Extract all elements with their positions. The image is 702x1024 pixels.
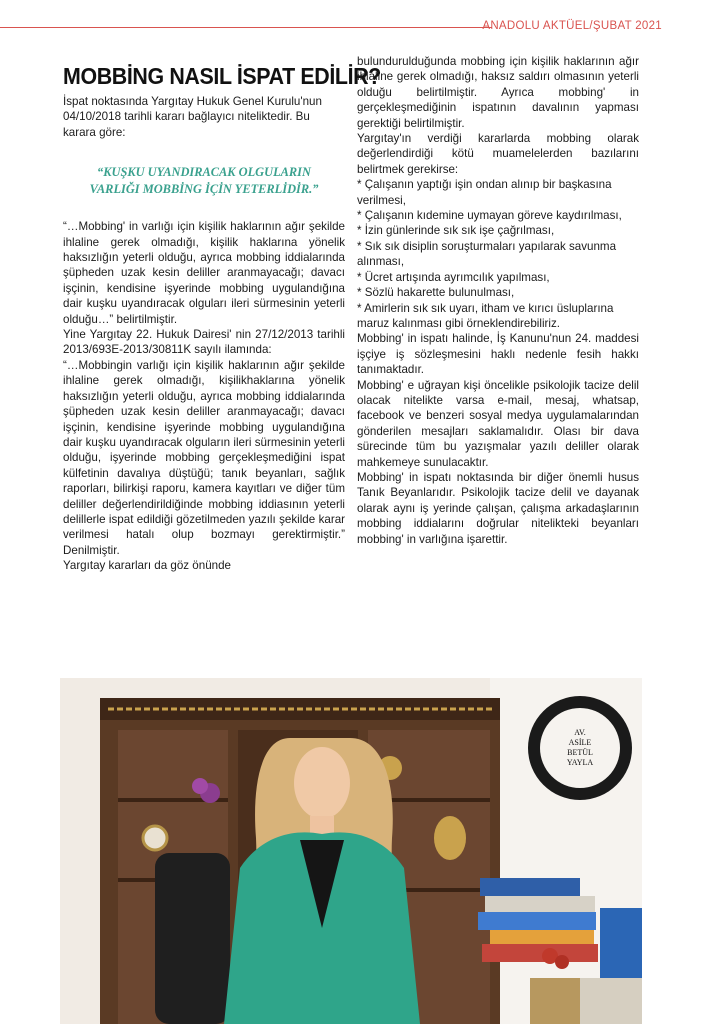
bullet-item: * Ücret artışında ayrımcılık yapılması, — [357, 270, 550, 284]
logo-text: BETÜL — [567, 748, 593, 757]
bullet-item: * Amirlerin sık sık uyarı, itham ve kırıcı üsluplarına maruz kalınması gibi örneklendirebiliriz. — [357, 301, 614, 330]
article-title: MOBBİNG NASIL İSPAT EDİLİR? — [63, 63, 381, 89]
right-paragraph-5: Mobbing' in ispatı noktasında bir diğer önemli husus Tanık Beyanlarıdır. Psikolojik tacize delil ve dayanak olarak aynı iş yerinde çalışan, çalışma arkadaşlarının mobbing iddialarını doğrular nitelikteki beyanları mobbing' in varlığına işarettir. — [357, 470, 639, 546]
logo-text: ASİLE — [568, 738, 592, 747]
magazine-header: ANADOLU AKTÜEL/ŞUBAT 2021 — [482, 20, 662, 32]
right-paragraph-2: Yargıtay'ın verdiği kararlarda mobbing olarak değerlendirdiği kötü muamelelerden bazılarını belirtmek gerekirse: — [357, 132, 639, 176]
bullet-item: * Sözlü hakarette bulunulması, — [357, 286, 515, 300]
pull-quote: “KUŞKU UYANDIRACAK OLGULARIN VARLIĞI MOBBİNG İÇİN YETERLİDİR.” — [89, 165, 319, 196]
bullet-item: * Çalışanın yaptığı işin ondan alınıp bir başkasına verilmesi, — [357, 178, 612, 207]
right-paragraph-3: Mobbing' in ispatı halinde, İş Kanunu'nun 24. maddesi işçiye iş sözleşmesini haklı nedenle fesih hakkı tanımaktadır. — [357, 332, 639, 377]
logo-text: AV. — [574, 728, 586, 737]
header-rule — [0, 27, 492, 28]
body-paragraph-1: “…Mobbing' in varlığı için kişilik haklarının ağır şekilde ihlaline gerek olmadığı, kişilik haklarına yönelik haksızlığın yeterli olduğu, ayrıca mobbing iddialarında şüpheden uzak kesin deliller aranmayacağı; davacı işçinin, kendisine işyerinde mobbing uygulandığına dair kuşku uyandıracak olguları ileri sürmesinin yeterli olduğu…” belirtilmiştir. — [63, 220, 345, 326]
logo-text: YAYLA — [566, 758, 594, 767]
bullet-item: * İzin günlerinde sık sık işe çağrılması, — [357, 224, 555, 238]
right-paragraph-1: bulundurulduğunda mobbing için kişilik haklarının ağır ihlaline gerek olmadığı, haksız saldırı olmasının yeterli olduğu belirtilmiştir. Ayrıca mobbing' in gerçekleşmediğinin ispatının davalının yapması gerektiği belirtilmiştir. — [357, 55, 639, 130]
intro-paragraph: İspat noktasında Yargıtay Hukuk Genel Kurulu'nun 04/10/2018 tarihli kararı bağlayıcı niteliktedir. Bu karara göre: — [63, 95, 322, 139]
left-column — [63, 62, 381, 574]
right-column — [357, 54, 639, 547]
office-photo — [60, 678, 642, 1024]
body-paragraph-4: Yargıtay kararları da göz önünde — [63, 559, 231, 573]
right-paragraph-4: Mobbing' e uğrayan kişi öncelikle psikolojik tacize delil olacak nitelikte varsa e-mail, mesaj, whatsap, facebook ve benzeri sosyal medya uygulamalarından gönderilen mesajları saklamalıdır. Olası bir dava sürecinde tüm bu yazışmalar yazılı deliller olarak mahkemeye sunulacaktır. — [357, 378, 639, 469]
bullet-item: * Çalışanın kıdemine uymayan göreve kaydırılması, — [357, 209, 622, 223]
body-paragraph-3: “…Mobbingin varlığı için kişilik haklarının ağır şekilde ihlaline gerek olmadığı, kişilikhaklarına yönelik haksızlığın yeterli olduğu, ayrıca mobbing iddialarında şüpheden uzak kesin deliller aranmayacağı; davacı işçinin, kendisine işyerinde mobbing uygulandığına dair kuşku uyandıracak olguların ileri sürmesinin yeterli olduğu, işyerinde mobbing gerçekleşmediğini ispat külfetinin davalıya düştüğü; tanık beyanları, sağlık raporları, bilirkişi raporu, kamera kayıtları ve diğer tüm deliller değerlendirildiğinde mobbing iddiasının yeterli delillerle ispat edildiği gözetilmeden yazılı şekilde karar verilmesi hatalı olup bozmayı gerektirmiştir.” Denilmiştir. — [63, 358, 345, 557]
bullet-item: * Sık sık disiplin soruşturmaları yapılarak savunma alınması, — [357, 239, 617, 269]
body-paragraph-2: Yine Yargıtay 22. Hukuk Dairesi' nin 27/12/2013 tarihli 2013/693E-2013/30811K sayılı ilamında: — [63, 328, 345, 357]
office-photo-illustration — [60, 678, 642, 1024]
